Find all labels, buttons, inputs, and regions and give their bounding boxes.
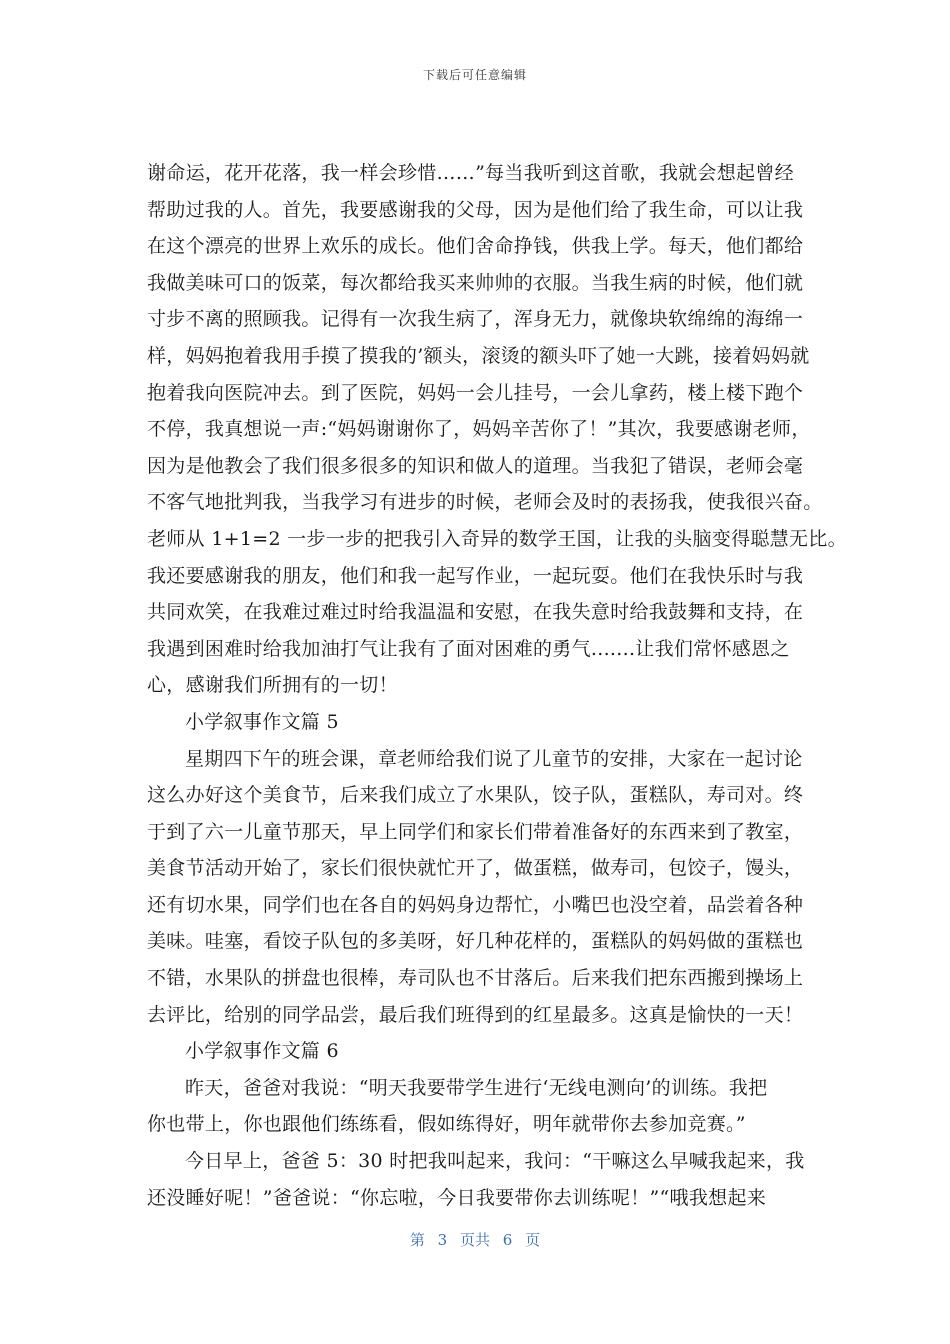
section-heading: 小学叙事作文篇 6 [185,1040,339,1063]
text-line: 今日早上，爸爸 5：30 时把我叫起来，我问：“干嘛这么早喊我起来，我 [185,1150,805,1173]
page-header: 下载后可任意编辑 [422,68,527,82]
text-line: 这么办好这个美食节，后来我们成立了水果队，饺子队，蛋糕队，寿司对。终 [147,784,804,807]
document-body [147,155,847,1216]
text-line: 抱着我向医院冲去。到了医院，妈妈一会儿挂号，一会儿拿药，楼上楼下跑个 [147,381,804,404]
text-line: 共同欢笑，在我难过难过时给我温温和安慰，在我失意时给我鼓舞和支持，在 [147,601,804,624]
text-line: 寸步不离的照顾我。记得有一次我生病了，浑身无力，就像块软绵绵的海绵一 [147,308,804,331]
text-line: 去评比，给别的同学品尝，最后我们班得到的红星最多。这真是愉快的一天！ [147,1003,804,1026]
text-line: 老师从 1+1=2 一步一步的把我引入奇异的数学王国，让我的头脑变得聪慧无比。 [147,527,847,550]
text-line: 帮助过我的人。首先，我要感谢我的父母，因为是他们给了我生命，可以让我 [147,198,804,221]
text-line: 不停，我真想说一声:“妈妈谢谢你了，妈妈辛苦你了！”其次，我要感谢老师， [147,418,811,441]
text-line: 我做美味可口的饭菜，每次都给我买来帅帅的衣服。当我生病的时候，他们就 [147,271,804,294]
text-line: 美食节活动开始了，家长们很快就忙开了，做蛋糕，做寿司，包饺子，馒头， [147,857,804,880]
text-line: 样，妈妈抱着我用手摸了摸我的’额头，滚烫的额头吓了她一大跳，接着妈妈就 [147,344,810,367]
text-line: 心，感谢我们所拥有的一切！ [147,674,398,697]
text-line: 昨天，爸爸对我说：“明天我要带学生进行‘无线电测向’的训练。我把 [185,1076,768,1099]
text-line: 星期四下午的班会课，章老师给我们说了儿童节的安排，大家在一起讨论 [185,747,803,770]
text-line: 因为是他教会了我们很多很多的知识和做人的道理。当我犯了错误，老师会毫 [147,454,804,477]
section-heading: 小学叙事作文篇 5 [185,710,339,733]
text-line: 美味。哇塞，看饺子队包的多美呀，好几种花样的，蛋糕队的妈妈做的蛋糕也 [147,930,804,953]
page-number-footer: 第 3 页共 6 页 [409,1231,541,1249]
text-line: 不错，水果队的拼盘也很棒，寿司队也不甘落后。后来我们把东西搬到操场上 [147,967,804,990]
text-line: 还有切水果，同学们也在各自的妈妈身边帮忙，小嘴巴也没空着，品尝着各种 [147,893,804,916]
text-line: 在这个漂亮的世界上欢乐的成长。他们舍命挣钱，供我上学。每天，他们都给 [147,235,804,258]
text-line: 我还要感谢我的朋友，他们和我一起写作业，一起玩耍。他们在我快乐时与我 [147,564,804,587]
text-line: 我遇到困难时给我加油打气让我有了面对困难的勇气.......让我们常怀感恩之 [147,637,790,660]
text-line: 谢命运，花开花落，我一样会珍惜……”每当我听到这首歌，我就会想起曾经 [147,162,794,184]
text-line: 还没睡好呢！”爸爸说：“你忘啦，今日我要带你去训练呢！”“哦我想起来 [147,1186,767,1209]
text-line: 不客气地批判我，当我学习有进步的时候，老师会及时的表扬我，使我很兴奋。 [147,491,823,514]
text-line: 于到了六一儿童节那天，早上同学们和家长们带着准备好的东西来到了教室， [147,820,804,843]
text-line: 你也带上，你也跟他们练练看，假如练得好，明年就带你去参加竞赛。” [147,1113,746,1136]
